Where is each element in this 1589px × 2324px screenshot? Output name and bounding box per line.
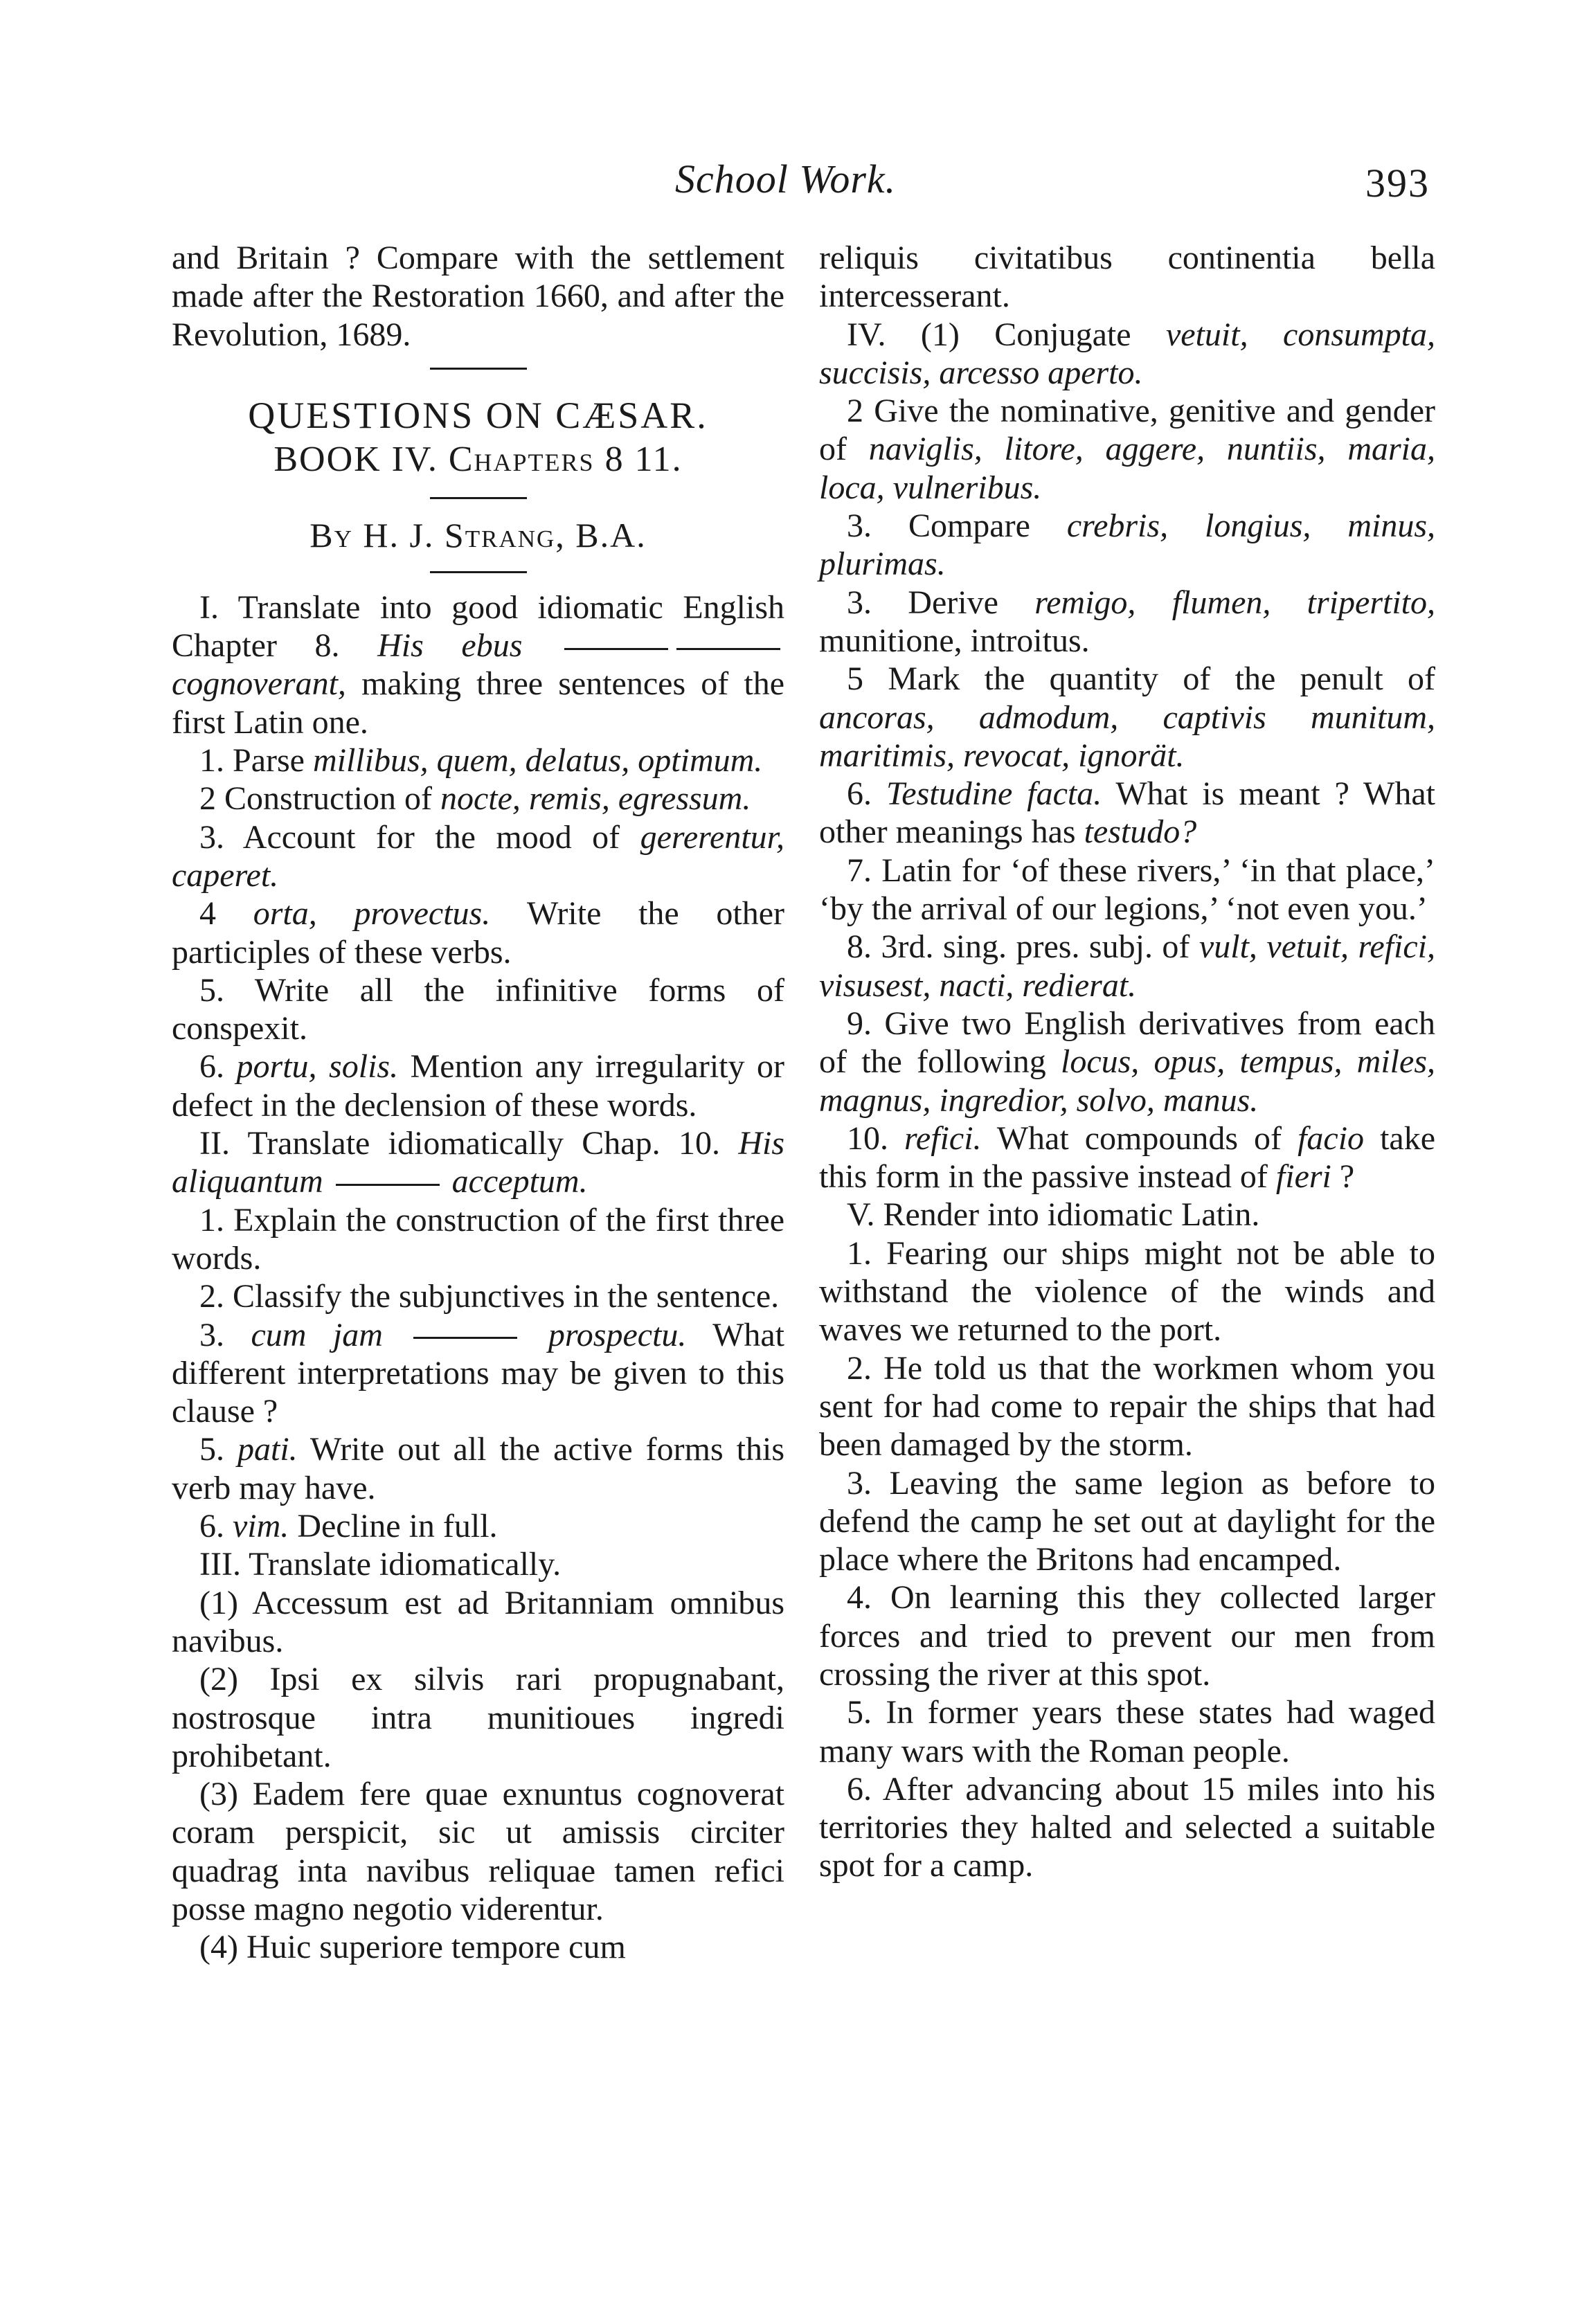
question-text: 3. Compare <box>847 507 1030 545</box>
latin-phrase: remigo, flumen, tripertito, <box>1034 584 1436 621</box>
latin-phrase: vult, vetuit, refici, visusest, nacti, redierat. <box>819 928 1436 1004</box>
question-iv-6 <box>819 775 1435 852</box>
latin-phrase: His aliquantum <box>172 1125 785 1200</box>
question-text: II. Translate idiomatically Chap. 10. <box>199 1125 720 1162</box>
dash-rule <box>676 648 780 650</box>
latin-phrase: Testudine facta. <box>886 775 1102 813</box>
question-ii-3 <box>172 1316 784 1431</box>
question-text: What compounds of <box>996 1119 1282 1157</box>
question-iii-3: (3) Eadem fere quae exnuntus cognoverat coram perspicit, sic ut amissis circiter quadrag inta navibus reliquae tamen refici posse magno negotio viderentur. <box>172 1776 784 1927</box>
continued-paragraph: reliquis civitatibus continentia bella intercesserant. <box>819 240 1435 315</box>
question-text: 5. <box>199 1431 224 1468</box>
question-text: Decline in full. <box>297 1508 498 1545</box>
article-heading: QUESTIONS ON CÆSAR. <box>248 394 708 436</box>
question-text: I. Translate into good idiomatic English Chapter 8. <box>172 588 784 665</box>
question-ii-2: 2. Classify the subjunctives in the sentence. <box>199 1278 780 1315</box>
question-text: Mention any irregularity or defect in the declension of these words. <box>172 1048 784 1124</box>
dash-rule <box>564 648 668 650</box>
question-iv-9 <box>819 1005 1435 1119</box>
latin-phrase: naviglis, litore, aggere, nuntiis, maria, loca, vulneribus. <box>819 431 1436 506</box>
divider-rule <box>430 368 527 370</box>
latin-phrase: cognoverant, <box>172 665 346 703</box>
question-i-2 <box>172 780 784 818</box>
question-v-6: 6. After advancing about 15 miles into his territories they halted and selected a suitable spot for a camp. <box>819 1770 1435 1884</box>
latin-phrase: vetuit, consumpta, succisis, arcesso aperto. <box>819 316 1435 391</box>
question-v: V. Render into idiomatic Latin. <box>847 1196 1260 1234</box>
latin-phrase: fieri <box>1275 1158 1331 1196</box>
question-text: 10. <box>847 1119 888 1157</box>
question-text: 3. <box>199 1316 224 1353</box>
question-text: 2 Construction of <box>199 780 432 818</box>
question-v-2: 2. He told us that the workmen whom you sent for had come to repair the ships that had been damaged by the storm. <box>819 1349 1435 1463</box>
question-iv-3b <box>819 584 1435 660</box>
question-iii: III. Translate idiomatically. <box>199 1546 562 1583</box>
question-text: Write out all the active forms this verb may have. <box>172 1431 785 1506</box>
question-ii-1: 1. Explain the construction of the first three words. <box>172 1201 784 1277</box>
latin-phrase: gererentur, caperet. <box>172 818 785 894</box>
question-text: 3. Derive <box>847 584 998 621</box>
question-text: 8. 3rd. sing. pres. subj. of <box>847 928 1190 966</box>
latin-phrase: refici. <box>904 1119 982 1157</box>
latin-phrase: locus, opus, tempus, miles, magnus, ingredior, solvo, manus. <box>819 1043 1435 1119</box>
latin-phrase: nocte, remis, egressum. <box>440 780 751 818</box>
book-label: BOOK IV. <box>273 439 438 479</box>
running-head-title: School Work. <box>675 156 897 201</box>
page-number: 393 <box>1365 161 1430 206</box>
question-v-5: 5. In former years these states had waged many wars with the Roman people. <box>819 1694 1435 1769</box>
question-iv-2 <box>819 392 1435 507</box>
question-i-1 <box>172 741 784 780</box>
question-iv-3a <box>819 507 1435 584</box>
intro-paragraph: and Britain ? Compare with the settlement made after the Restoration 1660, and after the Revolution, 1689. <box>172 240 784 353</box>
question-ii-6 <box>172 1507 784 1545</box>
latin-phrase: His ebus <box>377 627 523 665</box>
question-iii-2: (2) Ipsi ex silvis rari propugnabant, nostrosque intra munitioues ingredi prohibetant. <box>172 1661 784 1774</box>
latin-phrase: testudo? <box>1084 813 1197 851</box>
question-v-4: 4. On learning this they collected larger forces and tried to prevent our men from crossing the river at this spot. <box>819 1579 1435 1693</box>
question-text: 1. Parse <box>199 742 305 780</box>
divider-rule <box>430 571 527 573</box>
latin-phrase: cum jam <box>251 1316 383 1353</box>
question-iv-5 <box>819 660 1435 775</box>
question-text: 6. <box>847 775 872 813</box>
question-iv-8 <box>819 928 1435 1005</box>
dash-rule <box>413 1337 517 1339</box>
question-text: Write the other participles of these verbs. <box>172 895 785 971</box>
latin-phrase: crebris, longius, minus, plurimas. <box>819 507 1435 583</box>
question-i-3 <box>172 818 784 895</box>
question-text: munitione, introitus. <box>819 622 1090 659</box>
question-i-4 <box>172 894 784 971</box>
latin-phrase: facio <box>1298 1119 1365 1157</box>
right-column <box>819 239 1435 1885</box>
latin-phrase: millibus, quem, delatus, optimum. <box>312 742 763 780</box>
question-text: take this form in the passive instead of <box>819 1119 1436 1196</box>
question-v-1: 1. Fearing our ships might not be able to withstand the violence of the winds and waves we returned to the port. <box>819 1234 1435 1349</box>
question-text: 2 Give the nominative, genitive and gender of <box>819 393 1435 468</box>
question-i-6 <box>172 1047 784 1124</box>
dash-rule <box>336 1184 440 1186</box>
question-text: making three sentences of the first Latin one. <box>172 665 784 741</box>
question-v-3: 3. Leaving the same legion as before to defend the camp he set out at daylight for the place where the Britons had encamped. <box>819 1464 1435 1578</box>
chapters-label: Chapters 8 11. <box>448 439 683 479</box>
question-text: 3. Account for the mood of <box>199 818 620 856</box>
question-iv-1 <box>819 316 1435 393</box>
question-iv-10 <box>819 1119 1435 1196</box>
question-text: What different interpretations may be given to this clause ? <box>172 1316 785 1430</box>
question-iii-4: (4) Huic superiore tempore cum <box>199 1929 626 1966</box>
latin-phrase: prospectu. <box>548 1316 687 1353</box>
latin-phrase: orta, provectus. <box>253 895 491 933</box>
question-text: ? <box>1339 1158 1355 1196</box>
left-column <box>172 239 784 1967</box>
question-text: What is meant ? What other meanings has <box>819 775 1435 851</box>
question-iv-7: 7. Latin for ‘of these rivers,’ ‘in that place,’ ‘by the arrival of our legions,’ ‘not even you.’ <box>819 852 1435 928</box>
running-head <box>0 156 1589 211</box>
question-text: IV. (1) Conjugate <box>847 316 1131 353</box>
divider-rule <box>430 497 527 499</box>
question-i-5: 5. Write all the infinitive forms of conspexit. <box>172 971 784 1047</box>
question-text: 9. Give two English derivatives from each of the following <box>819 1005 1435 1081</box>
question-text: 6. <box>199 1048 224 1086</box>
author-byline: By H. J. Strang, B.A. <box>309 515 647 555</box>
question-text: 6. <box>199 1508 224 1545</box>
question-i <box>172 588 784 741</box>
question-text: 5 Mark the quantity of the penult of <box>847 660 1435 698</box>
question-text: 4 <box>199 895 216 933</box>
article-subheading <box>172 438 784 482</box>
latin-phrase: portu, solis. <box>236 1048 399 1086</box>
latin-phrase: vim. <box>233 1508 289 1545</box>
question-ii <box>172 1124 784 1201</box>
question-iii-1: (1) Accessum est ad Britanniam omnibus navibus. <box>172 1584 784 1659</box>
latin-phrase: pati. <box>237 1431 298 1468</box>
latin-phrase: ancoras, admodum, captivis munitum, maritimis, revocat, ignorät. <box>819 699 1435 774</box>
question-ii-5 <box>172 1430 784 1507</box>
latin-phrase: acceptum. <box>451 1163 588 1200</box>
